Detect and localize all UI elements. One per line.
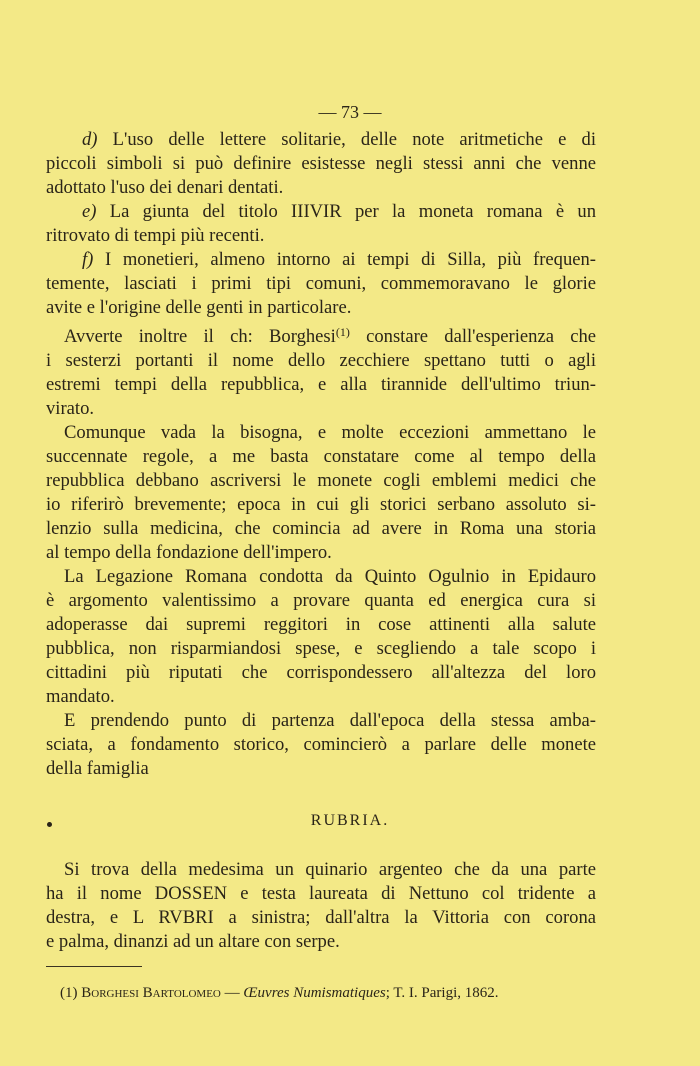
footnote-rule [46,966,142,967]
text-line: i sesterzi portanti il nome dello zecchiere spettano tutti o agli [46,350,596,371]
text-line: cittadini più riputati che corrispondessero all'altezza del loro [46,662,596,683]
text-line: della famiglia [46,758,149,779]
paragraph-label: f) [82,249,94,270]
footnote-author: Borghesi Bartolomeo [81,985,221,1001]
paragraph-label: d) [82,129,98,150]
footnote-title: Œuvres Numismatiques [243,985,386,1001]
paragraph-d [46,128,596,200]
footnote-rest: ; T. I. Parigi, 1862. [385,985,499,1001]
text-line: è argomento valentissimo a provare quanta ed energica cura si [46,590,596,611]
text-line: pubblica, non risparmiandosi spese, e scegliendo a tale scopo i [46,638,596,659]
text-line: e palma, dinanzi ad un altare con serpe. [46,931,340,952]
text-line: e) La giunta del titolo IIIVIR per la moneta romana è un [82,201,596,222]
section-heading: RUBRIA. [310,812,390,829]
footnote-dash: — [224,985,240,1001]
text-line: succennate regole, a me basta constatare come al tempo della [46,446,596,467]
paragraph-legazione [46,565,596,709]
text-line: lenzio sulla medicina, che comincia ad avere in Roma una storia [46,518,596,539]
text-line: avite e l'origine delle genti in particolare. [46,297,352,318]
text-line: destra, e L RVBRI a sinistra; dall'altra la Vittoria con corona [46,907,596,928]
text-line: temente, lasciati i primi tipi comuni, commemoravano le glorie [46,273,596,294]
text-line: E prendendo punto di partenza dall'epoca della stessa amba- [64,710,596,731]
paragraph-prendendo [46,709,596,781]
text-line: f) I monetieri, almeno intorno ai tempi di Silla, più frequen- [82,249,596,270]
text-line: sciata, a fondamento storico, comincierò a parlare delle monete [46,734,596,755]
paragraph-f [46,248,596,320]
footnote [60,982,600,1004]
text-line: Comunque vada la bisogna, e molte eccezioni ammettano le [64,422,596,443]
page-number: — 73 — [318,102,382,122]
rubria-body [46,858,596,954]
text-line: Avverte inoltre il ch: Borghesi$^{(1)}$ constare dall'esperienza che [64,325,596,347]
text-line: io riferirò brevemente; epoca in cui gli storici serbano assoluto si- [46,494,596,515]
text-line: Si trova della medesima un quinario argenteo che da una parte [64,859,596,880]
text-line: virato. [46,398,95,419]
text-line: mandato. [46,686,115,707]
text-line: repubblica debbano ascriversi le monete cogli emblemi medici che [46,470,596,491]
text-line: ritrovato di tempi più recenti. [46,225,265,246]
text-line: ha il nome DOSSEN e testa laureata di Nettuno col tridente a [46,883,596,904]
text-line: d) L'uso delle lettere solitarie, delle note aritmetiche e di [82,129,596,150]
text-line: estremi tempi della repubblica, e alla tirannide dell'ultimo triun- [46,374,596,395]
paragraph-avverte [46,320,596,421]
text-line: La Legazione Romana condotta da Quinto Ogulnio in Epidauro [64,566,596,587]
paragraph-e [46,200,596,248]
text-line: adoperasse dai supremi reggitori in cose attinenti alla salute [46,614,596,635]
paragraph-rubria [46,858,596,954]
text-line: al tempo della fondazione dell'impero. [46,542,332,563]
paragraph-label: e) [82,201,97,222]
page-body [46,128,596,781]
paragraph-comunque [46,421,596,565]
text-line: adottato l'uso dei denari dentati. [46,177,284,198]
text-line: piccoli simboli si può definire esistesse negli stessi anni che venne [46,153,596,174]
footnote-reference: (1) [335,325,350,339]
footnote-number: (1) [60,985,78,1001]
